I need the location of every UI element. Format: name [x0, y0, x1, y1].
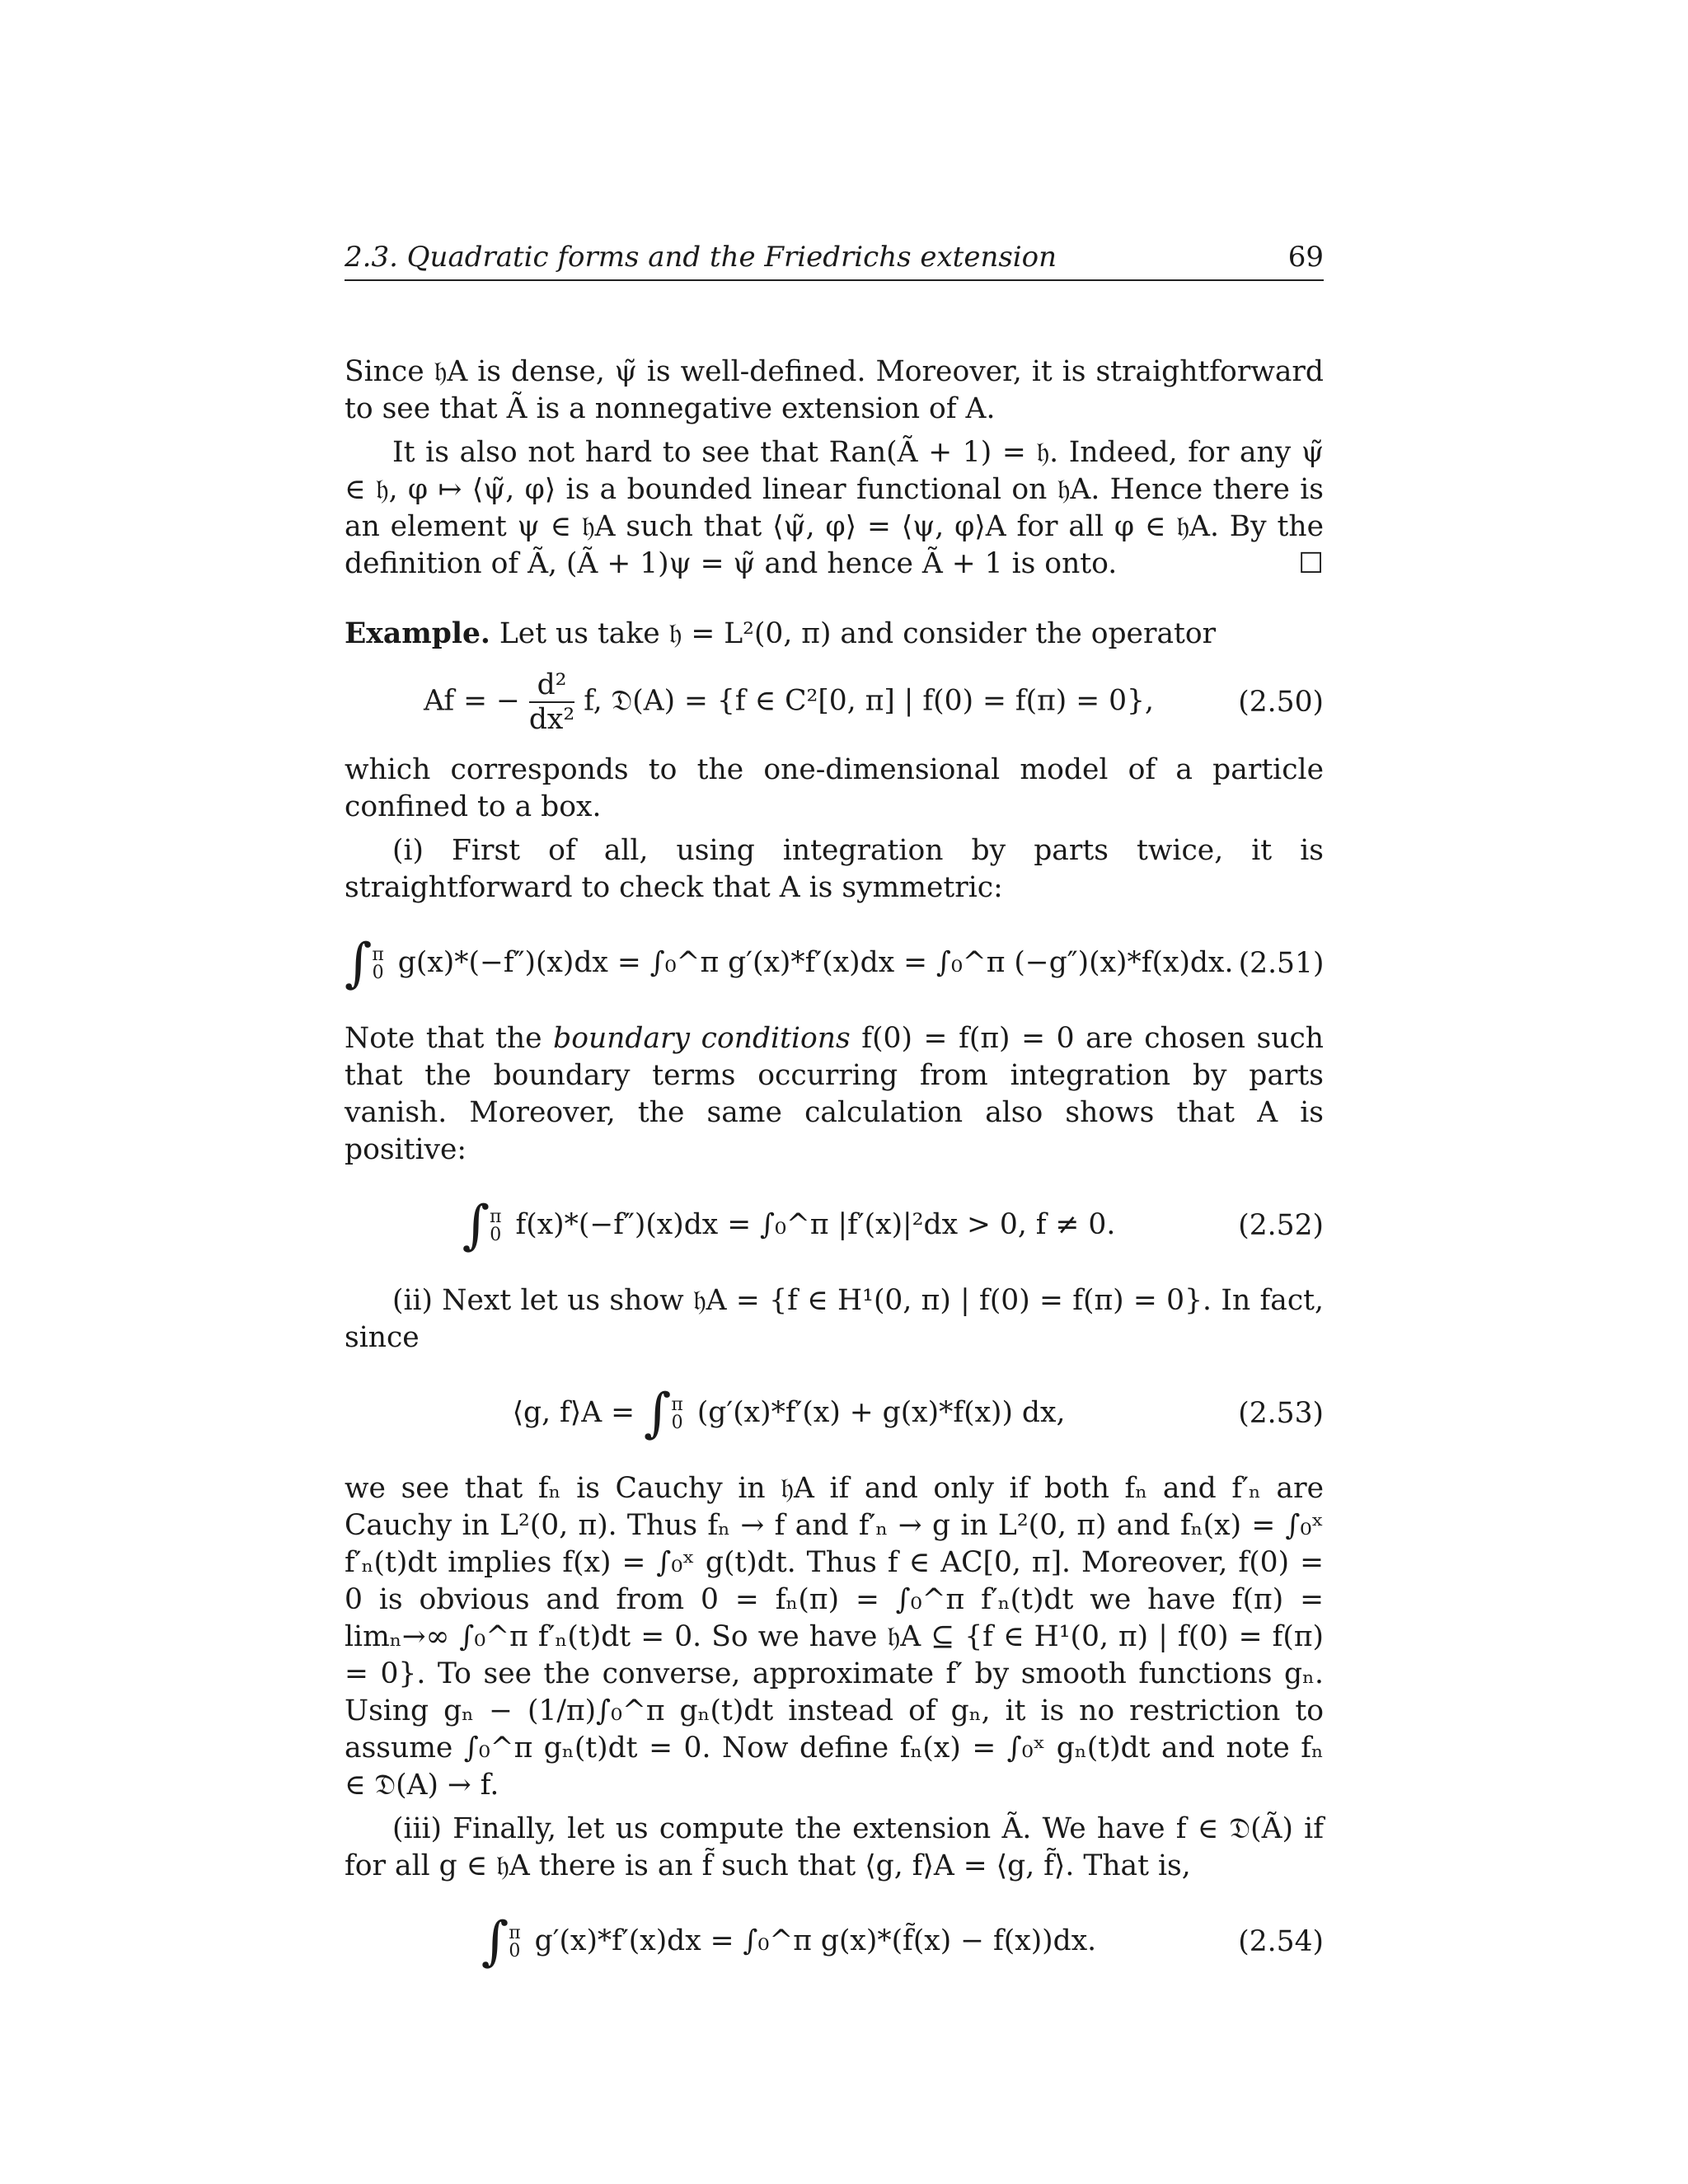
upper-limit: π	[490, 1206, 502, 1227]
eq250-denominator: dx²	[528, 703, 575, 736]
equation-2-50-body	[345, 668, 1233, 736]
equation-number: (2.54)	[1238, 1924, 1324, 1958]
paragraph-1: Since 𝔥A is dense, ψ̃ is well-defined. Moreover, it is straightforward to see that Ã is a nonnegative extension of A.	[345, 355, 1324, 425]
paragraph-5	[345, 1020, 1324, 1169]
paragraph-7: we see that fₙ is Cauchy in 𝔥A if and only if both fₙ and f′ₙ are Cauchy in L²(0, π). Thus fₙ → f and f′ₙ → g in L²(0, π) and fₙ(x) = ∫₀ˣ f′ₙ(t)dt implies f(x) = ∫₀ˣ g(t)dt. Thus f ∈ AC[0, π]. Moreover, f(0) = 0 is obvious and from 0 = fₙ(π) = ∫₀^π f′ₙ(t)dt we have f(π) = limₙ→∞ ∫₀^π f′ₙ(t)dt = 0. So we have 𝔥A ⊆ {f ∈ H¹(0, π) | f(0) = f(π) = 0}. To see the converse, approximate f′ by smooth functions gₙ. Using gₙ − (1/π)∫₀^π gₙ(t)dt instead of gₙ, it is no restriction to assume ∫₀^π gₙ(t)dt = 0. Now define fₙ(x) = ∫₀ˣ gₙ(t)dt and note fₙ ∈ 𝔇(A) → f.	[345, 1472, 1324, 1802]
eq250-lhs: Af = −	[424, 684, 520, 718]
eq250-rest: f, 𝔇(A) = {f ∈ C²[0, π] | f(0) = f(π) = 0},	[584, 684, 1154, 718]
eq250-numerator: d²	[529, 668, 574, 703]
equation-2-54-body	[345, 1911, 1233, 1972]
lower-limit: 0	[490, 1224, 502, 1245]
lower-limit: 0	[372, 962, 384, 983]
equation-number: (2.50)	[1238, 685, 1324, 719]
running-header	[345, 239, 1324, 281]
page	[345, 239, 1324, 1999]
integral-limits	[509, 1924, 520, 1961]
integral-limits	[671, 1396, 682, 1432]
equation-2-51-body	[345, 933, 1234, 994]
paragraph-3: which corresponds to the one-dimensional model of a particle confined to a box.	[345, 753, 1324, 823]
lower-limit: 0	[671, 1412, 683, 1433]
upper-limit: π	[671, 1394, 683, 1415]
paragraph-2-text: It is also not hard to see that Ran(Ã + 1) = 𝔥. Indeed, for any ψ̃ ∈ 𝔥, φ ↦ ⟨ψ̃, φ⟩ is a bounded linear functional on 𝔥A. Hence there is an element ψ ∈ 𝔥A such that ⟨ψ̃, φ⟩ = ⟨ψ, φ⟩A for all φ ∈ 𝔥A. By the definition of Ã, (Ã + 1)ψ = ψ̃ and hence Ã + 1 is onto.	[345, 436, 1324, 580]
equation-2-54	[345, 1896, 1324, 1987]
paragraph-2	[345, 434, 1324, 583]
equation-number: (2.53)	[1238, 1396, 1324, 1430]
eq250-fraction	[529, 668, 574, 736]
equation-number: (2.52)	[1238, 1208, 1324, 1242]
equation-2-53	[345, 1368, 1324, 1459]
integral-sign: ∫	[345, 933, 373, 994]
paragraph-4: (i) First of all, using integration by parts twice, it is straightforward to check that A is symmetric:	[345, 834, 1324, 904]
equation-2-52	[345, 1180, 1324, 1271]
equation-2-52-body	[345, 1195, 1233, 1256]
lower-limit: 0	[509, 1940, 521, 1961]
upper-limit: π	[509, 1922, 521, 1943]
section-title: 2.3. Quadratic forms and the Friedrichs extension	[345, 241, 1057, 274]
eq253-lhs: ⟨g, f⟩A =	[512, 1396, 635, 1429]
paragraph-6: (ii) Next let us show 𝔥A = {f ∈ H¹(0, π) | f(0) = f(π) = 0}. In fact, since	[345, 1284, 1324, 1354]
paragraph-8: (iii) Finally, let us compute the extension Ã. We have f ∈ 𝔇(Ã) if for all g ∈ 𝔥A there is an f̃ such that ⟨g, f⟩A = ⟨g, f̃⟩. That is,	[345, 1812, 1324, 1882]
equation-2-51	[345, 918, 1324, 1009]
integral-sign: ∫	[462, 1195, 490, 1256]
example-label: Example.	[345, 617, 490, 650]
eq251-text: g(x)*(−f″)(x)dx = ∫₀^π g′(x)*f′(x)dx = ∫₀^π (−g″)(x)*f(x)dx.	[397, 946, 1234, 979]
upper-limit: π	[372, 944, 384, 965]
integral-sign: ∫	[644, 1383, 672, 1444]
page-number: 69	[1287, 241, 1324, 274]
eq252-text: f(x)*(−f″)(x)dx = ∫₀^π |f′(x)|²dx > 0, f ≠ 0.	[515, 1208, 1116, 1241]
paragraph-5-b: f(0) = f(π) = 0 are chosen such that the boundary terms occurring from integration by parts vanish. Moreover, the same calculation also shows that A is positive:	[345, 1022, 1324, 1166]
paragraph-5-a: Note that the	[345, 1022, 554, 1055]
paragraph-5-italic: boundary conditions	[553, 1022, 851, 1055]
example-text: Let us take 𝔥 = L²(0, π) and consider the operator	[499, 617, 1217, 650]
equation-2-53-body	[345, 1383, 1233, 1444]
equation-number: (2.51)	[1238, 946, 1325, 980]
eq254-text: g′(x)*f′(x)dx = ∫₀^π g(x)*(f̃(x) − f(x))dx.	[534, 1924, 1097, 1957]
integral-limits	[490, 1208, 501, 1244]
example-paragraph	[345, 616, 1324, 653]
eq253-text: (g′(x)*f′(x) + g(x)*f(x)) dx,	[696, 1396, 1066, 1429]
integral-limits	[372, 946, 383, 982]
integral-sign: ∫	[481, 1911, 509, 1972]
qed-symbol: ☐	[1298, 547, 1324, 580]
equation-2-50	[345, 664, 1324, 740]
